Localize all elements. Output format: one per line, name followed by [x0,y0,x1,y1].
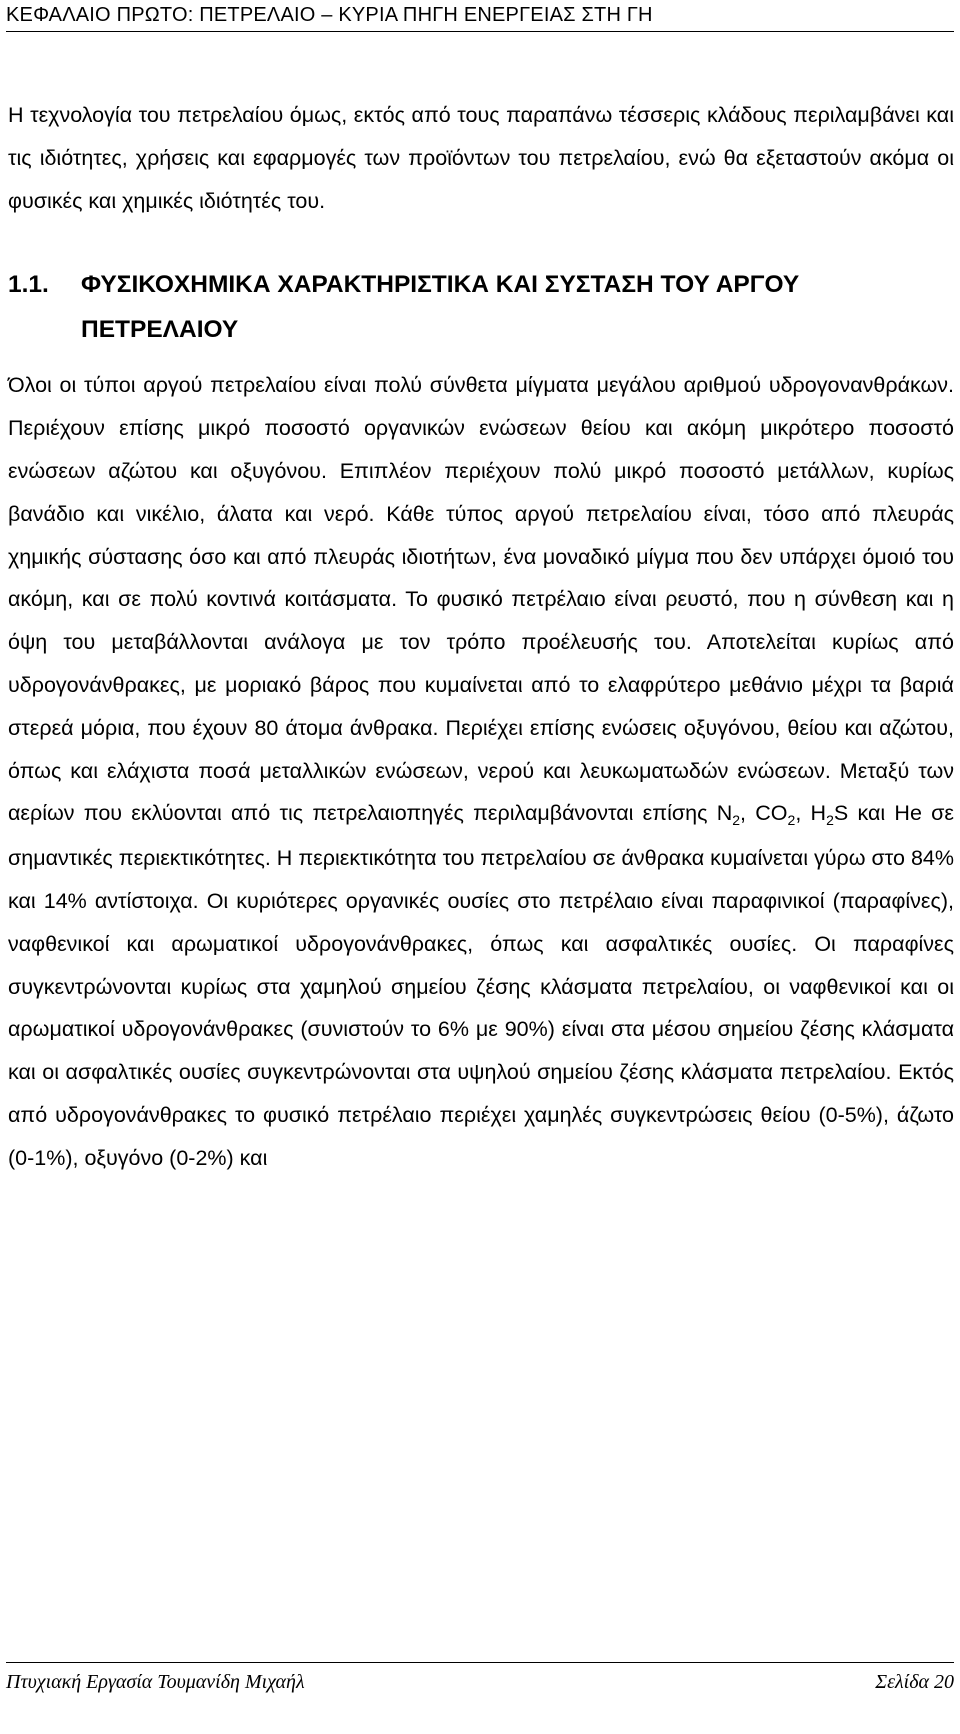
intro-paragraph: Η τεχνολογία του πετρελαίου όμως, εκτός από τους παραπάνω τέσσερις κλάδους περιλαμβάνει και τις ιδιότητες, χρήσεις και εφαρμογές των προϊόντων του πετρελαίου, ενώ θα εξεταστούν ακόμα οι φυσικές και χημικές ιδιότητές του. [8,103,954,213]
main-paragraph-part1: Όλοι οι τύποι αργού πετρελαίου είναι πολύ σύνθετα μίγματα μεγάλου αριθμού υδρογονανθράκων. Περιέχουν επίσης μικρό ποσοστό οργανικών ενώσεων θείου και ακόμη μικρότερο ποσοστό ενώσεων αζώτου και οξυγόνου. Επιπλέον περιέχουν πολύ μικρό ποσοστό μετάλλων, κυρίως βανάδιο και νικέλιο, άλατα και νερό. Κάθε τύπος αργού πετρελαίου είναι, τόσο από πλευράς χημικής σύστασης όσο και από πλευράς ιδιοτήτων, ένα μοναδικό μίγμα που δεν υπάρχει όμοιό του ακόμη, και σε πολύ κοντινά κοιτάσματα. Το φυσικό πετρέλαιο είναι ρευστό, που η σύνθεση και η όψη του μεταβάλλονται ανάλογα με τον τρόπο προέλευσής του. Αποτελείται κυρίως από υδρογονάνθρακες, με μοριακό βάρος που κυμαίνεται από το ελαφρύτερο μεθάνιο μέχρι τα βαριά στερεά μόρια, που έχουν 80 άτομα άνθρακα. Περιέχει επίσης ενώσεις οξυγόνου, θείου και αζώτου, όπως και ελάχιστα ποσά μεταλλικών ενώσεων, νερού και λευκωματωδών ενώσεων. Μεταξύ των αερίων που εκλύονται από τις πετρελαιοπηγές περιλαμβάνονται επίσης [8,373,954,826]
footer-page-number: Σελίδα 20 [875,1671,954,1693]
main-paragraph: Όλοι οι τύποι αργού πετρελαίου είναι πολύ σύνθετα μίγματα μεγάλου αριθμού υδρογονανθράκων. Περιέχουν επίσης μικρό ποσοστό οργανικών ενώσεων θείου και ακόμη μικρότερο ποσοστό ενώσεων αζώτου και οξυγόνου. Επιπλέον περιέχουν πολύ μικρό ποσοστό μετάλλων, κυρίως βανάδιο και νικέλιο, άλατα και νερό. Κάθε τύπος αργού πετρελαίου είναι, τόσο από πλευράς χημικής σύστασης όσο και από πλευράς ιδιοτήτων, ένα μοναδικό μίγμα που δεν υπάρχει όμοιό του ακόμη, και σε πολύ κοντινά κοιτάσματα. Το φυσικό πετρέλαιο είναι ρευστό, που η σύνθεση και η όψη του μεταβάλλονται ανάλογα με τον τρόπο προέλευσής του. Αποτελείται κυρίως από υδρογονάνθρακες, με μοριακό βάρος που κυμαίνεται από το ελαφρύτερο μεθάνιο μέχρι τα βαριά στερεά μόρια, που έχουν 80 άτομα άνθρακα. Περιέχει επίσης ενώσεις οξυγόνου, θείου και αζώτου, όπως και ελάχιστα ποσά μεταλλικών ενώσεων, νερού και λευκωματωδών ενώσεων. Μεταξύ των αερίων που εκλύονται από τις πετρελαιοπηγές περιλαμβάνονται επίσης $N_2$, $CO_2$, $H_2S$ και He σε σημαντικές περιεκτικότητες. Η περιεκτικότητα του πετρελαίου σε άνθρακα κυμαίνεται γύρω στο 84% και 14% αντίστοιχα. Οι κυριότερες οργανικές ουσίες στο πετρέλαιο είναι παραφινικοί (παραφίνες), ναφθενικοί και αρωματικοί υδρογονάνθρακες, όπως και ασφαλτικές ουσίες. Οι παραφίνες συγκεντρώνονται κυρίως στα χαμηλού σημείου ζέσης κλάσματα πετρελαίου, οι ναφθενικοί και οι αρωματικοί υδρογονάνθρακες (συνιστούν το 6% με 90%) είναι στα μέσου σημείου ζέσης κλάσματα και οι ασφαλτικές ουσίες συγκεντρώνονται στα υψηλού σημείου ζέσης κλάσματα πετρελαίου. Εκτός από υδρογονάνθρακες το φυσικό πετρέλαιο περιέχει χαμηλές συγκεντρώσεις θείου (0-5%), άζωτο (0-1%), οξυγόνο (0-2%) και [8,373,955,1170]
section-heading [8,262,954,352]
running-header: ΚΕΦΑΛΑΙΟ ΠΡΩΤΟ: ΠΕΤΡΕΛΑΙΟ – ΚΥΡΙΑ ΠΗΓΗ ΕΝΕΡΓΕΙΑΣ ΣΤΗ ΓΗ [6,2,954,32]
page-body [8,94,954,1180]
gas-co2: $CO_2$ [755,801,796,829]
running-footer [6,1662,954,1695]
section-title: ΦΥΣΙΚΟΧΗΜΙΚΑ ΧΑΡΑΚΤΗΡΙΣΤΙΚΑ ΚΑΙ ΣΥΣΤΑΣΗ ΤΟΥ ΑΡΓΟΥ ΠΕΤΡΕΛΑΙΟΥ [81,271,800,344]
gas-n2: $N_2$ [716,801,741,829]
main-paragraph-part2: και He σε σημαντικές περιεκτικότητες. Η περιεκτικότητα του πετρελαίου σε άνθρακα κυμαίνεται γύρω στο 84% και 14% αντίστοιχα. Οι κυριότερες οργανικές ουσίες στο πετρέλαιο είναι παραφινικοί (παραφίνες), ναφθενικοί και αρωματικοί υδρογονάνθρακες, όπως και ασφαλτικές ουσίες. Οι παραφίνες συγκεντρώνονται κυρίως στα χαμηλού σημείου ζέσης κλάσματα πετρελαίου, οι ναφθενικοί και οι αρωματικοί υδρογονάνθρακες (συνιστούν το 6% με 90%) είναι στα μέσου σημείου ζέσης κλάσματα και οι ασφαλτικές ουσίες συγκεντρώνονται στα υψηλού σημείου ζέσης κλάσματα πετρελαίου. Εκτός από υδρογονάνθρακες το φυσικό πετρέλαιο περιέχει χαμηλές συγκεντρώσεις θείου (0-5%), άζωτο (0-1%), οξυγόνο (0-2%) και [8,801,955,1170]
gas-h2s: $H_2S$ [810,801,849,829]
section-number: 1.1. [8,271,49,299]
footer-author: Πτυχιακή Εργασία Τουμανίδη Μιχαήλ [6,1671,305,1693]
